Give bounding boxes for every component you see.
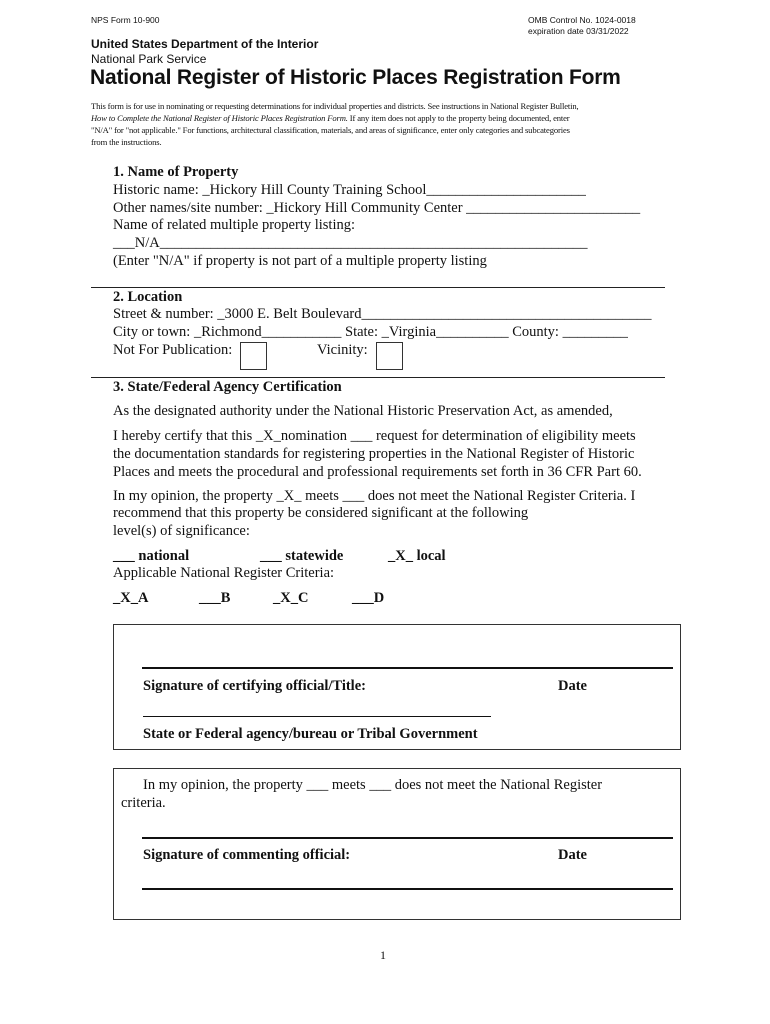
certifying-signature-line[interactable] [142,667,673,669]
commenting-signature-label: Signature of commenting official: [143,847,351,863]
commenting-extra-line[interactable] [142,888,673,890]
commenting-date-label: Date [558,847,587,863]
related-listing-note: (Enter "N/A" if property is not part of a multiple property listing [113,253,487,269]
criteria-label: Applicable National Register Criteria: [113,565,335,581]
expiration-date: expiration date 03/31/2022 [528,26,629,36]
certify-line-3: Places and meets the procedural and professional requirements set forth in 36 CFR Part 60. [113,464,642,480]
certify-line-2: the documentation standards for registering properties in the National Register of Historic [113,446,635,462]
commenting-opinion-line-2: criteria. [121,795,166,811]
intro-line-2 [91,113,570,123]
certifying-date-label: Date [558,678,587,694]
intro-line-3: "N/A" for "not applicable." For functions, architectural classification, materials, and areas of significance, enter only categories and subcategories [91,125,570,135]
commenting-signature-line[interactable] [142,837,673,839]
criterion-b[interactable]: ___B [199,590,231,606]
agency-name: National Park Service [91,52,207,66]
opinion-line-2: recommend that this property be considered significant at the following [113,505,529,521]
certify-line-1: I hereby certify that this _X_nomination ___ request for determination of eligibility meets [113,428,636,444]
historic-name-field[interactable]: Historic name: _Hickory Hill County Training School______________________ [113,182,586,198]
certifying-signature-label: Signature of certifying official/Title: [143,678,366,694]
level-statewide[interactable]: ___ statewide [260,548,344,564]
level-local[interactable]: _X_ local [388,548,446,564]
department-name: United States Department of the Interior [91,37,319,51]
vicinity-checkbox[interactable] [376,342,403,370]
section-divider [91,287,665,288]
opinion-line-3: level(s) of significance: [113,523,250,539]
form-number: NPS Form 10-900 [91,15,160,25]
criterion-a[interactable]: _X_A [113,590,149,606]
page-number: 1 [380,948,386,962]
other-names-field[interactable]: Other names/site number: _Hickory Hill Community Center ________________________ [113,200,641,216]
street-number-field[interactable]: Street & number: _3000 E. Belt Boulevard________________________________________ [113,306,652,322]
vicinity-label: Vicinity: [317,342,368,358]
section-divider [91,377,665,378]
authority-statement: As the designated authority under the National Historic Preservation Act, as amended, [113,403,613,419]
agency-label: State or Federal agency/bureau or Tribal Government [143,726,478,742]
criterion-c[interactable]: _X_C [273,590,309,606]
not-for-publication-checkbox[interactable] [240,342,267,370]
level-national[interactable]: ___ national [113,548,190,564]
omb-control-number: OMB Control No. 1024-0018 [528,15,636,25]
commenting-opinion-line-1: In my opinion, the property ___ meets ___ does not meet the National Register [143,777,603,793]
opinion-line-1: In my opinion, the property _X_ meets ___ does not meet the National Register Criteria. I [113,488,636,504]
intro-line-4: from the instructions. [91,137,162,147]
intro-line-1: This form is for use in nominating or requesting determinations for individual properties and districts. See instructions in National Register Bulletin, [91,101,579,111]
criterion-d[interactable]: ___D [352,590,385,606]
page-title: National Register of Historic Places Registration Form [90,66,621,89]
agency-line[interactable] [143,716,491,717]
related-listing-field[interactable]: ___N/A___________________________________________________________ [113,235,588,251]
section-2-heading: 2. Location [113,289,183,305]
section-1-heading: 1. Name of Property [113,164,239,180]
not-for-publication-label: Not For Publication: [113,342,233,358]
related-listing-label: Name of related multiple property listing: [113,217,356,233]
city-state-county-field[interactable]: City or town: _Richmond___________ State: _Virginia__________ County: _________ [113,324,628,340]
intro-line-2-rest: If any item does not apply to the property being documented, enter [347,113,570,123]
bulletin-title: How to Complete the National Register of Historic Places Registration Form. [91,113,348,123]
section-3-heading: 3. State/Federal Agency Certification [113,379,342,395]
